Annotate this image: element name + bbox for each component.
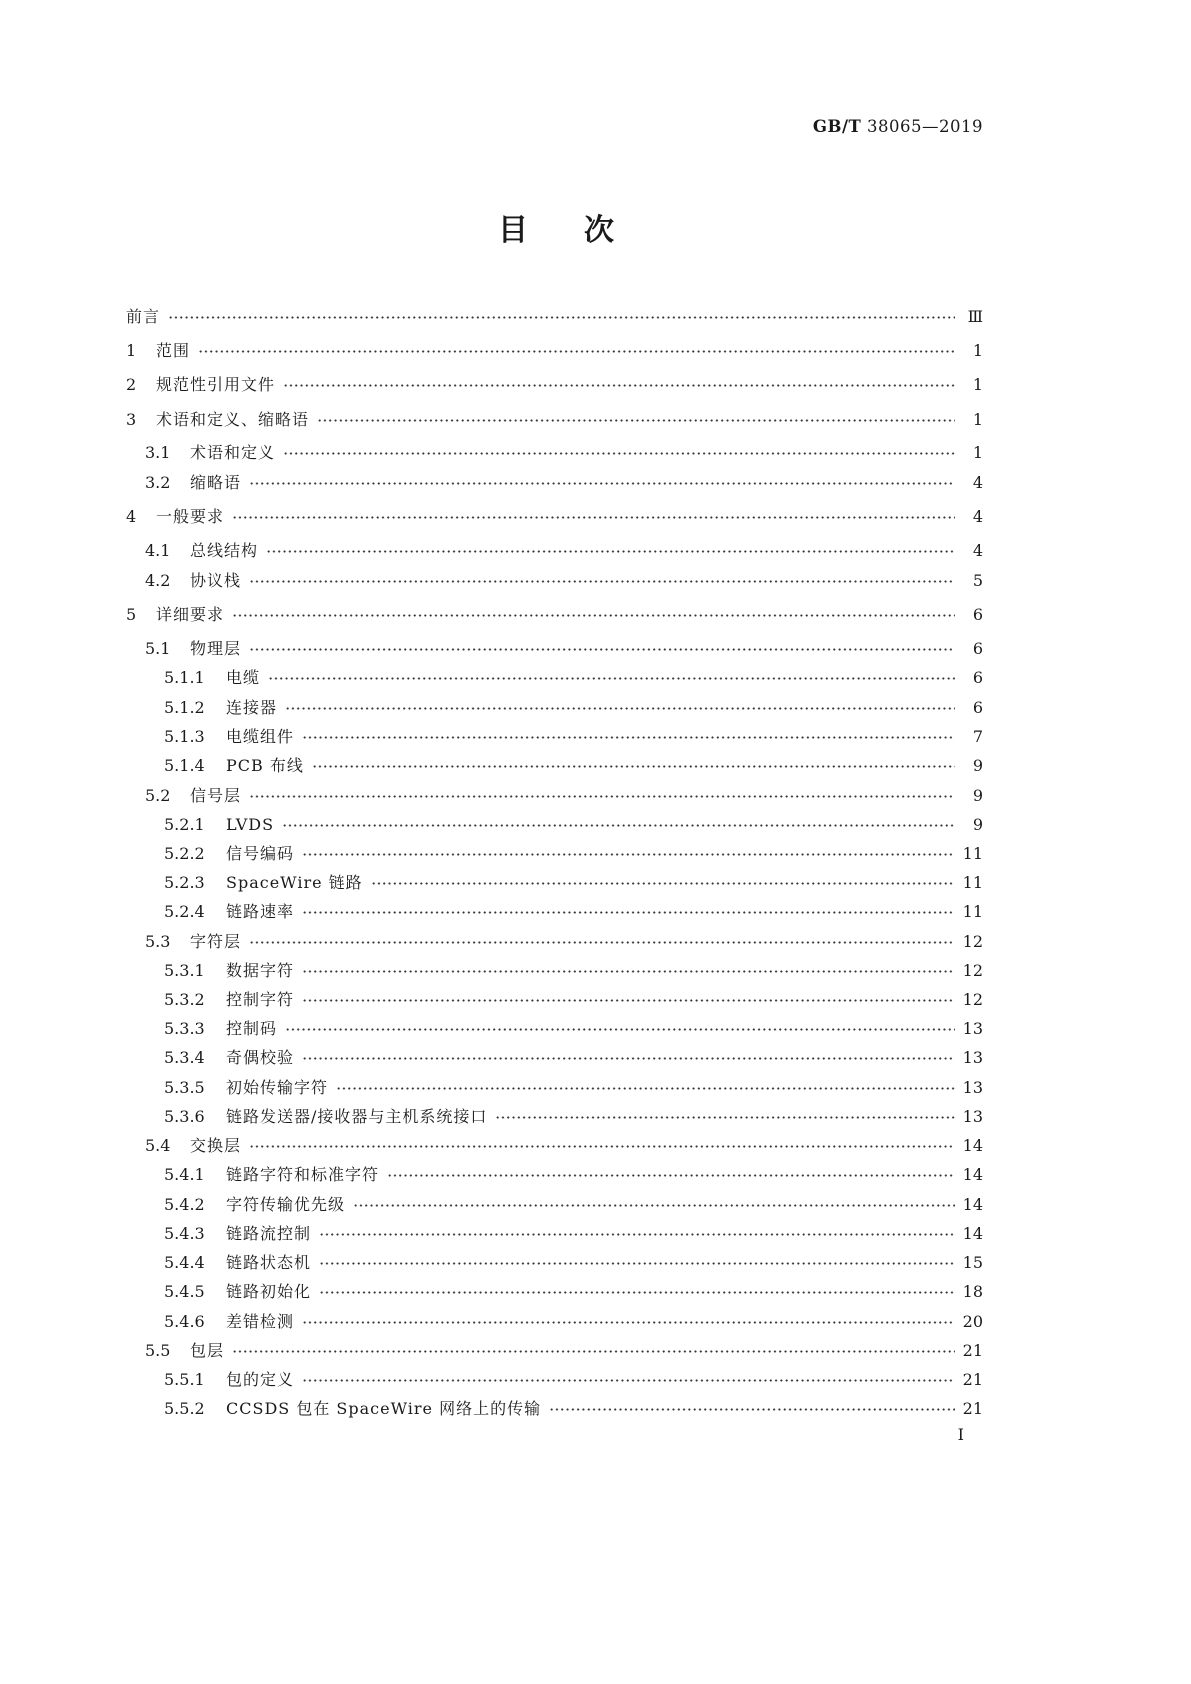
toc-dot-leader <box>249 941 955 944</box>
toc-entry-page: 14 <box>962 1195 983 1214</box>
toc-entry-title: 链路字符和标准字符 <box>226 1165 380 1184</box>
toc-entry-page: 11 <box>962 873 983 892</box>
toc-entry-page: 7 <box>972 727 983 746</box>
toc-entry-number: 5.4.4 <box>164 1253 205 1272</box>
toc-dot-leader <box>232 614 955 617</box>
toc-dot-leader <box>283 384 955 387</box>
toc-entry-title: 电缆 <box>226 668 261 687</box>
toc-entry-number: 5.5 <box>145 1341 171 1360</box>
toc-entry-number: 3.2 <box>145 473 171 492</box>
toc-entry-title: 信号层 <box>190 786 242 805</box>
toc-entry-page: 9 <box>972 815 983 834</box>
toc-entry-number: 5.1.4 <box>164 756 205 775</box>
toc-entry-title: 链路初始化 <box>226 1282 312 1301</box>
toc-entry-page: 13 <box>962 1048 983 1067</box>
toc-dot-leader <box>266 550 955 553</box>
toc-entry-page: 18 <box>962 1282 983 1301</box>
toc-entry[interactable] <box>0 1397 1103 1421</box>
toc-entry-title: 包的定义 <box>226 1370 295 1389</box>
toc-entry-number: 5.3.2 <box>164 990 205 1009</box>
toc-entry-number: 5.5.2 <box>164 1399 205 1418</box>
toc-entry-page: 6 <box>972 668 983 687</box>
toc-entry-page: Ⅲ <box>967 307 983 326</box>
toc-dot-leader <box>232 1350 955 1353</box>
toc-entry-page: 4 <box>972 507 983 526</box>
toc-entry[interactable] <box>0 637 1103 661</box>
toc-entry[interactable] <box>0 1163 1103 1187</box>
toc-entry-number: 5.4 <box>145 1136 171 1155</box>
toc-entry[interactable] <box>0 1339 1103 1363</box>
toc-entry-title: 控制字符 <box>226 990 295 1009</box>
toc-entry-page: 12 <box>962 961 983 980</box>
toc-entry[interactable] <box>0 871 1103 895</box>
toc-entry[interactable] <box>0 666 1103 690</box>
toc-entry-title: 物理层 <box>190 639 242 658</box>
toc-entry-title: LVDS <box>226 815 275 834</box>
toc-dot-leader <box>302 736 955 739</box>
title-char-2: 次 <box>584 213 614 248</box>
toc-entry-title: 初始传输字符 <box>226 1078 329 1097</box>
toc-entry-number: 5.3.3 <box>164 1019 205 1038</box>
toc-entry-number: 5.3.6 <box>164 1107 205 1126</box>
standard-code <box>813 117 983 136</box>
toc-entry-title: 详细要求 <box>156 605 225 624</box>
toc-entry[interactable] <box>0 1222 1103 1246</box>
toc-entry-page: 13 <box>962 1019 983 1038</box>
toc-entry-title: 连接器 <box>226 698 278 717</box>
toc-dot-leader <box>353 1204 955 1207</box>
toc-dot-leader <box>312 765 955 768</box>
toc-entry[interactable] <box>0 842 1103 866</box>
toc-entry-page: 9 <box>972 756 983 775</box>
toc-entry[interactable] <box>0 813 1103 837</box>
toc-entry[interactable] <box>0 1046 1103 1070</box>
toc-entry-number: 5.2.2 <box>164 844 205 863</box>
toc-entry-number: 5.4.6 <box>164 1312 205 1331</box>
toc-dot-leader <box>336 1087 955 1090</box>
toc-entry-page: 14 <box>962 1136 983 1155</box>
toc-entry-title: 控制码 <box>226 1019 278 1038</box>
toc-dot-leader <box>232 516 955 519</box>
toc-entry-number: 5.1.2 <box>164 698 205 717</box>
toc-entry-page: 20 <box>962 1312 983 1331</box>
toc-entry-page: 5 <box>972 571 983 590</box>
toc-dot-leader <box>249 648 955 651</box>
toc-entry-page: 15 <box>962 1253 983 1272</box>
toc-entry-page: 12 <box>962 990 983 1009</box>
toc-entry[interactable] <box>0 754 1103 778</box>
toc-entry-number: 5.2.4 <box>164 902 205 921</box>
page-number: I <box>957 1425 964 1444</box>
toc-entry-number: 5.4.3 <box>164 1224 205 1243</box>
toc-entry-title: 规范性引用文件 <box>156 375 276 394</box>
toc-entry[interactable] <box>0 1134 1103 1158</box>
standard-number: 38065—2019 <box>867 117 983 136</box>
toc-entry[interactable] <box>0 784 1103 808</box>
toc-entry-title: 一般要求 <box>156 507 225 526</box>
toc-entry[interactable] <box>0 1076 1103 1100</box>
toc-entry[interactable] <box>0 569 1103 593</box>
toc-entry-page: 13 <box>962 1078 983 1097</box>
toc-entry-number: 5.1 <box>145 639 171 658</box>
toc-entry[interactable] <box>0 1251 1103 1275</box>
toc-entry-page: 1 <box>972 443 983 462</box>
toc-entry-title: 缩略语 <box>190 473 242 492</box>
toc-entry-page: 1 <box>972 341 983 360</box>
toc-entry-title: 差错检测 <box>226 1312 295 1331</box>
toc-entry-page: 13 <box>962 1107 983 1126</box>
toc-entry-title: 范围 <box>156 341 191 360</box>
toc-dot-leader <box>319 1291 955 1294</box>
toc-entry-number: 4 <box>126 507 137 526</box>
toc-dot-leader <box>249 1145 955 1148</box>
toc-entry-number: 5.4.1 <box>164 1165 205 1184</box>
toc-entry-number: 5.1.1 <box>164 668 205 687</box>
toc-entry[interactable] <box>0 1280 1103 1304</box>
toc-entry-number: 3.1 <box>145 443 171 462</box>
toc-dot-leader <box>302 853 955 856</box>
toc-entry-title: PCB 布线 <box>226 756 304 775</box>
toc-entry[interactable] <box>0 603 1103 627</box>
toc-entry-number: 5.3.1 <box>164 961 205 980</box>
toc-entry[interactable] <box>0 900 1103 924</box>
toc-entry-page: 21 <box>962 1399 983 1418</box>
toc-entry-page: 6 <box>972 698 983 717</box>
toc-dot-leader <box>249 795 955 798</box>
toc-dot-leader <box>198 350 955 353</box>
toc-entry-title: 奇偶校验 <box>226 1048 295 1067</box>
toc-entry-number: 5.3.5 <box>164 1078 205 1097</box>
toc-dot-leader <box>282 824 955 827</box>
toc-entry-page: 21 <box>962 1370 983 1389</box>
toc-entry-page: 6 <box>972 639 983 658</box>
toc-entry[interactable] <box>0 1193 1103 1217</box>
toc-entry-title: 链路发送器/接收器与主机系统接口 <box>226 1107 488 1126</box>
toc-entry-page: 11 <box>962 844 983 863</box>
toc-dot-leader <box>285 707 955 710</box>
toc-entry-number: 5.5.1 <box>164 1370 205 1389</box>
toc-entry-title: 链路速率 <box>226 902 295 921</box>
toc-dot-leader <box>249 482 955 485</box>
toc-entry[interactable] <box>0 1368 1103 1392</box>
toc-entry-number: 5 <box>126 605 137 624</box>
toc-entry-title: 协议栈 <box>190 571 242 590</box>
standard-prefix: GB/T <box>812 117 862 136</box>
toc-entry-number: 2 <box>126 375 137 394</box>
toc-entry-title: 链路流控制 <box>226 1224 312 1243</box>
toc-dot-leader <box>319 1233 955 1236</box>
toc-dot-leader <box>302 1379 955 1382</box>
toc-entry-number: 5.1.3 <box>164 727 205 746</box>
toc-entry-title: 字符传输优先级 <box>226 1195 346 1214</box>
toc-entry-number: 5.2.1 <box>164 815 205 834</box>
toc-entry-number: 5.3.4 <box>164 1048 205 1067</box>
toc-entry[interactable] <box>0 696 1103 720</box>
toc-dot-leader <box>302 999 955 1002</box>
toc-entry-title: 电缆组件 <box>226 727 295 746</box>
toc-entry-number: 4.2 <box>145 571 171 590</box>
toc-entry-number: 4.1 <box>145 541 171 560</box>
toc-entry[interactable] <box>0 505 1103 529</box>
toc-dot-leader <box>168 316 955 319</box>
toc-dot-leader <box>549 1408 955 1411</box>
toc-dot-leader <box>387 1174 955 1177</box>
toc-entry[interactable] <box>0 373 1103 397</box>
toc-entry-page: 21 <box>962 1341 983 1360</box>
toc-dot-leader <box>495 1116 955 1119</box>
toc-entry-page: 11 <box>962 902 983 921</box>
toc-entry-page: 14 <box>962 1224 983 1243</box>
toc-entry-page: 4 <box>972 541 983 560</box>
toc-entry-page: 1 <box>972 375 983 394</box>
toc-entry-title: 交换层 <box>190 1136 242 1155</box>
toc-entry-title: 信号编码 <box>226 844 295 863</box>
toc-entry-number: 5.2 <box>145 786 171 805</box>
toc-entry-title: 字符层 <box>190 932 242 951</box>
toc-entry-number: 5.2.3 <box>164 873 205 892</box>
toc-dot-leader <box>371 882 955 885</box>
toc-entry[interactable] <box>0 339 1103 363</box>
toc-entry-title: CCSDS 包在 SpaceWire 网络上的传输 <box>226 1399 542 1418</box>
toc-entry[interactable] <box>0 408 1103 432</box>
toc-dot-leader <box>249 580 955 583</box>
toc-dot-leader <box>302 1057 955 1060</box>
toc-entry-page: 14 <box>962 1165 983 1184</box>
toc-entry[interactable] <box>0 539 1103 563</box>
toc-entry[interactable] <box>0 930 1103 954</box>
toc-entry[interactable] <box>0 725 1103 749</box>
toc-entry-number: 3 <box>126 410 137 429</box>
toc-entry[interactable] <box>0 305 1103 329</box>
title-char-1: 目 <box>498 213 528 248</box>
toc-entry-number: 5.4.5 <box>164 1282 205 1301</box>
toc-entry-page: 12 <box>962 932 983 951</box>
toc-entry-title: 总线结构 <box>190 541 259 560</box>
toc-entry[interactable] <box>0 1105 1103 1129</box>
toc-entry-page: 1 <box>972 410 983 429</box>
toc-dot-leader <box>302 911 955 914</box>
toc-entry[interactable] <box>0 1017 1103 1041</box>
toc-entry-title: SpaceWire 链路 <box>226 873 363 892</box>
toc-entry[interactable] <box>0 959 1103 983</box>
toc-dot-leader <box>319 1262 955 1265</box>
toc-entry-page: 4 <box>972 473 983 492</box>
toc-entry-number: 5.3 <box>145 932 171 951</box>
toc-entry[interactable] <box>0 471 1103 495</box>
toc-entry-number: 5.4.2 <box>164 1195 205 1214</box>
toc-entry-title: 术语和定义、缩略语 <box>156 410 310 429</box>
toc-entry-page: 9 <box>972 786 983 805</box>
toc-dot-leader <box>302 970 955 973</box>
toc-entry-title: 链路状态机 <box>226 1253 312 1272</box>
toc-dot-leader <box>283 452 955 455</box>
toc-entry-title: 包层 <box>190 1341 225 1360</box>
toc-entry-page: 6 <box>972 605 983 624</box>
toc-entry[interactable] <box>0 988 1103 1012</box>
toc-entry-title: 前言 <box>126 307 161 326</box>
toc-dot-leader <box>317 419 955 422</box>
toc-entry[interactable] <box>0 441 1103 465</box>
toc-entry-number: 1 <box>126 341 137 360</box>
toc-dot-leader <box>268 677 955 680</box>
toc-dot-leader <box>285 1028 955 1031</box>
toc-entry-title: 数据字符 <box>226 961 295 980</box>
toc-entry[interactable] <box>0 1310 1103 1334</box>
toc-dot-leader <box>302 1321 955 1324</box>
toc-entry-title: 术语和定义 <box>190 443 276 462</box>
